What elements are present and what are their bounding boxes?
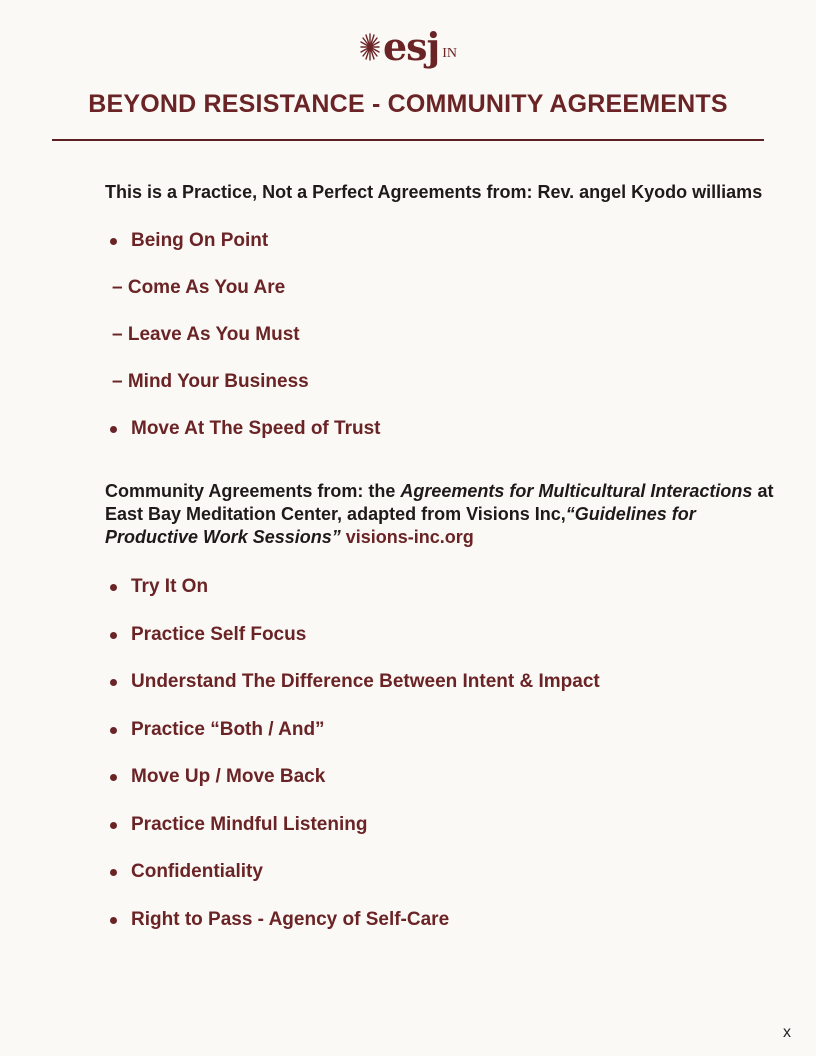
- section2-intro-d: “Guidelines for Productive Work Sessions”: [105, 504, 696, 547]
- list-item: Confidentiality: [105, 860, 785, 908]
- document-body: [105, 180, 785, 955]
- title-divider: [52, 139, 764, 141]
- list-item: Try It On: [105, 575, 785, 623]
- list-item: – Leave As You Must: [112, 324, 300, 345]
- starburst-icon: [359, 32, 381, 62]
- brand-logo: [0, 24, 816, 76]
- list-item: – Come As You Are: [112, 277, 286, 298]
- section2-intro-c: at East Bay Meditation Center, adapted from Visions Inc,: [105, 481, 774, 524]
- section2-intro-b: Agreements for Multicultural Interactions: [400, 481, 753, 501]
- list-item: – Mind Your Business: [112, 371, 309, 392]
- section1-list: [105, 229, 785, 464]
- visions-link[interactable]: visions-inc.org: [345, 527, 474, 547]
- list-item: Practice Mindful Listening: [105, 813, 785, 861]
- list-item: Being On Point: [105, 229, 785, 276]
- page-title: BEYOND RESISTANCE - COMMUNITY AGREEMENTS: [88, 90, 728, 118]
- list-item: Move At The Speed of Trust: [105, 417, 785, 464]
- section2-intro: [105, 480, 785, 549]
- close-icon[interactable]: x: [783, 1024, 791, 1041]
- list-item: Understand The Difference Between Intent & Impact: [105, 670, 785, 718]
- list-item: Right to Pass - Agency of Self-Care: [105, 908, 785, 956]
- list-item: Move Up / Move Back: [105, 765, 785, 813]
- section1-intro: This is a Practice, Not a Perfect Agreements from: Rev. angel Kyodo williams: [105, 182, 763, 202]
- logo-suffix: IN: [442, 46, 458, 61]
- section2-intro-a: Community Agreements from: the: [105, 481, 401, 501]
- logo-text: esj: [382, 24, 440, 69]
- section2-list: [105, 575, 785, 955]
- list-item: Practice Self Focus: [105, 623, 785, 671]
- list-item: Practice “Both / And”: [105, 718, 785, 766]
